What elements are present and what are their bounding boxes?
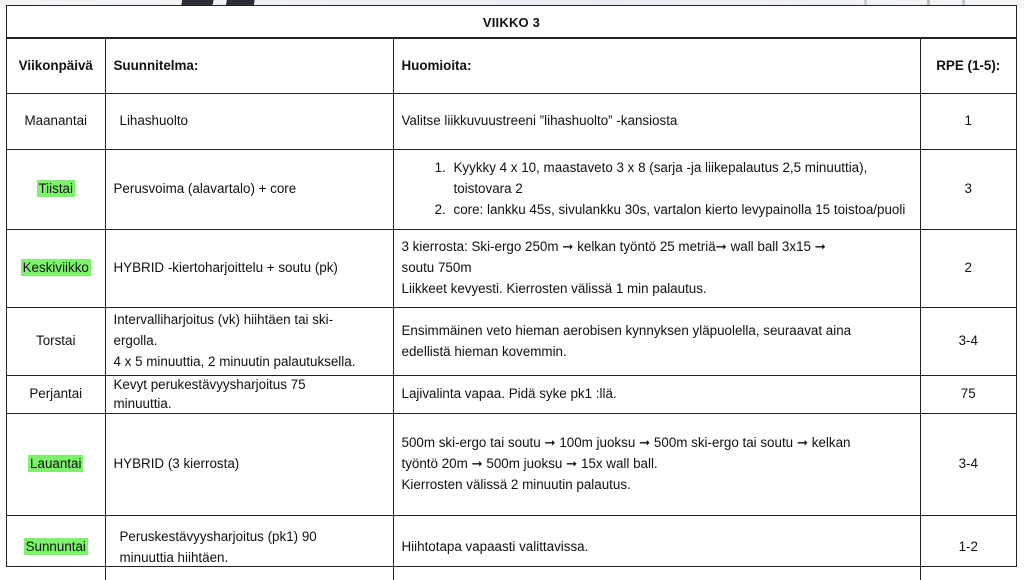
notes-line: Ensimmäinen veto hieman aerobisen kynnyksen yläpuolella, seuraavat aina <box>401 322 852 338</box>
day-label-highlighted: Keskiviikko <box>22 260 89 276</box>
rpe-cell: 2 <box>920 230 1016 308</box>
day-label: Maanantai <box>24 113 88 129</box>
header-day: Viikonpäivä <box>7 39 105 94</box>
list-item: 1. Kyykky 4 x 10, maastaveto 3 x 8 (sarja -ja liikepalautus 2,5 minuuttia), toistovara 2 <box>450 158 912 200</box>
header-row <box>7 39 1016 94</box>
rpe-cell: 3 <box>920 150 1016 230</box>
plan-line: Intervalliharjoitus (vk) hiihtäen tai ski- <box>113 312 334 328</box>
table-row <box>7 376 1016 414</box>
day-cell <box>7 516 105 580</box>
notes-line: Kierrosten välissä 2 minuutin palautus. <box>401 476 631 492</box>
plan-line: Peruskestävyysharjoitus (pk1) 90 <box>119 528 317 544</box>
plan-line: ergolla. <box>113 333 158 349</box>
notes-list <box>402 158 912 220</box>
table-row <box>7 308 1016 376</box>
training-week-table <box>6 5 1017 567</box>
day-label-highlighted: Sunnuntai <box>25 539 86 555</box>
rpe-cell: 75 <box>920 376 1016 414</box>
plan-cell: HYBRID -kiertoharjoittelu + soutu (pk) <box>105 230 393 308</box>
notes-line: edellistä hieman kovemmin. <box>401 343 567 359</box>
notes-line: 500m ski-ergo tai soutu ➞ 100m juoksu ➞ 500m ski-ergo tai soutu ➞ kelkan <box>401 435 851 451</box>
plan-cell <box>105 308 393 376</box>
notes-cell <box>393 414 920 516</box>
notes-cell <box>393 308 920 376</box>
rpe-cell: 3-4 <box>920 308 1016 376</box>
table-row <box>7 516 1016 580</box>
plan-cell <box>105 516 393 580</box>
plan-line: minuuttia hiihtäen. <box>119 549 229 565</box>
notes-line: soutu 750m <box>401 260 472 276</box>
notes-cell: Valitse liikkuvuustreeni ”lihashuolto” -kansiosta <box>393 94 920 150</box>
day-cell <box>7 230 105 308</box>
day-cell <box>7 150 105 230</box>
plan-cell <box>105 376 393 414</box>
table-row <box>7 414 1016 516</box>
day-cell <box>7 376 105 414</box>
notes-cell <box>393 150 920 230</box>
notes-cell <box>393 230 920 308</box>
day-label: Torstai <box>36 333 76 349</box>
rpe-cell: 1 <box>920 94 1016 150</box>
notes-cell: Lajivalinta vapaa. Pidä syke pk1 :llä. <box>393 376 920 414</box>
day-label-highlighted: Tiistai <box>38 181 73 197</box>
plan-cell: HYBRID (3 kierrosta) <box>105 414 393 516</box>
header-rpe: RPE (1-5): <box>920 39 1016 94</box>
schedule-table <box>7 38 1016 580</box>
rpe-cell: 1-2 <box>920 516 1016 580</box>
notes-line: työntö 20m ➞ 500m juoksu ➞ 15x wall ball. <box>401 456 658 472</box>
day-cell <box>7 414 105 516</box>
day-label: Perjantai <box>29 386 83 402</box>
notes-cell: Hiihtotapa vapaasti valittavissa. <box>393 516 920 580</box>
table-row <box>7 150 1016 230</box>
plan-line: minuuttia. <box>113 395 172 411</box>
header-plan: Suunnitelma: <box>105 39 393 94</box>
day-label-highlighted: Lauantai <box>30 456 82 472</box>
list-item: 2. core: lankku 45s, sivulankku 30s, vartalon kierto levypainolla 15 toistoa/puoli <box>450 200 912 221</box>
plan-line: 4 x 5 minuuttia, 2 minuutin palautuksella. <box>113 353 356 369</box>
table-row <box>7 94 1016 150</box>
plan-cell: Perusvoima (alavartalo) + core <box>105 150 393 230</box>
day-cell <box>7 308 105 376</box>
table-row <box>7 230 1016 308</box>
header-notes: Huomioita: <box>393 39 920 94</box>
notes-line: Liikkeet kevyesti. Kierrosten välissä 1 min palautus. <box>401 280 707 296</box>
plan-cell: Lihashuolto <box>105 94 393 150</box>
week-title: VIIKKO 3 <box>7 6 1016 38</box>
notes-line: 3 kierrosta: Ski-ergo 250m ➞ kelkan työntö 25 metriä➞ wall ball 3x15 ➞ <box>401 239 826 255</box>
plan-line: Kevyt perukestävyysharjoitus 75 <box>113 377 306 393</box>
rpe-cell: 3-4 <box>920 414 1016 516</box>
day-cell <box>7 94 105 150</box>
